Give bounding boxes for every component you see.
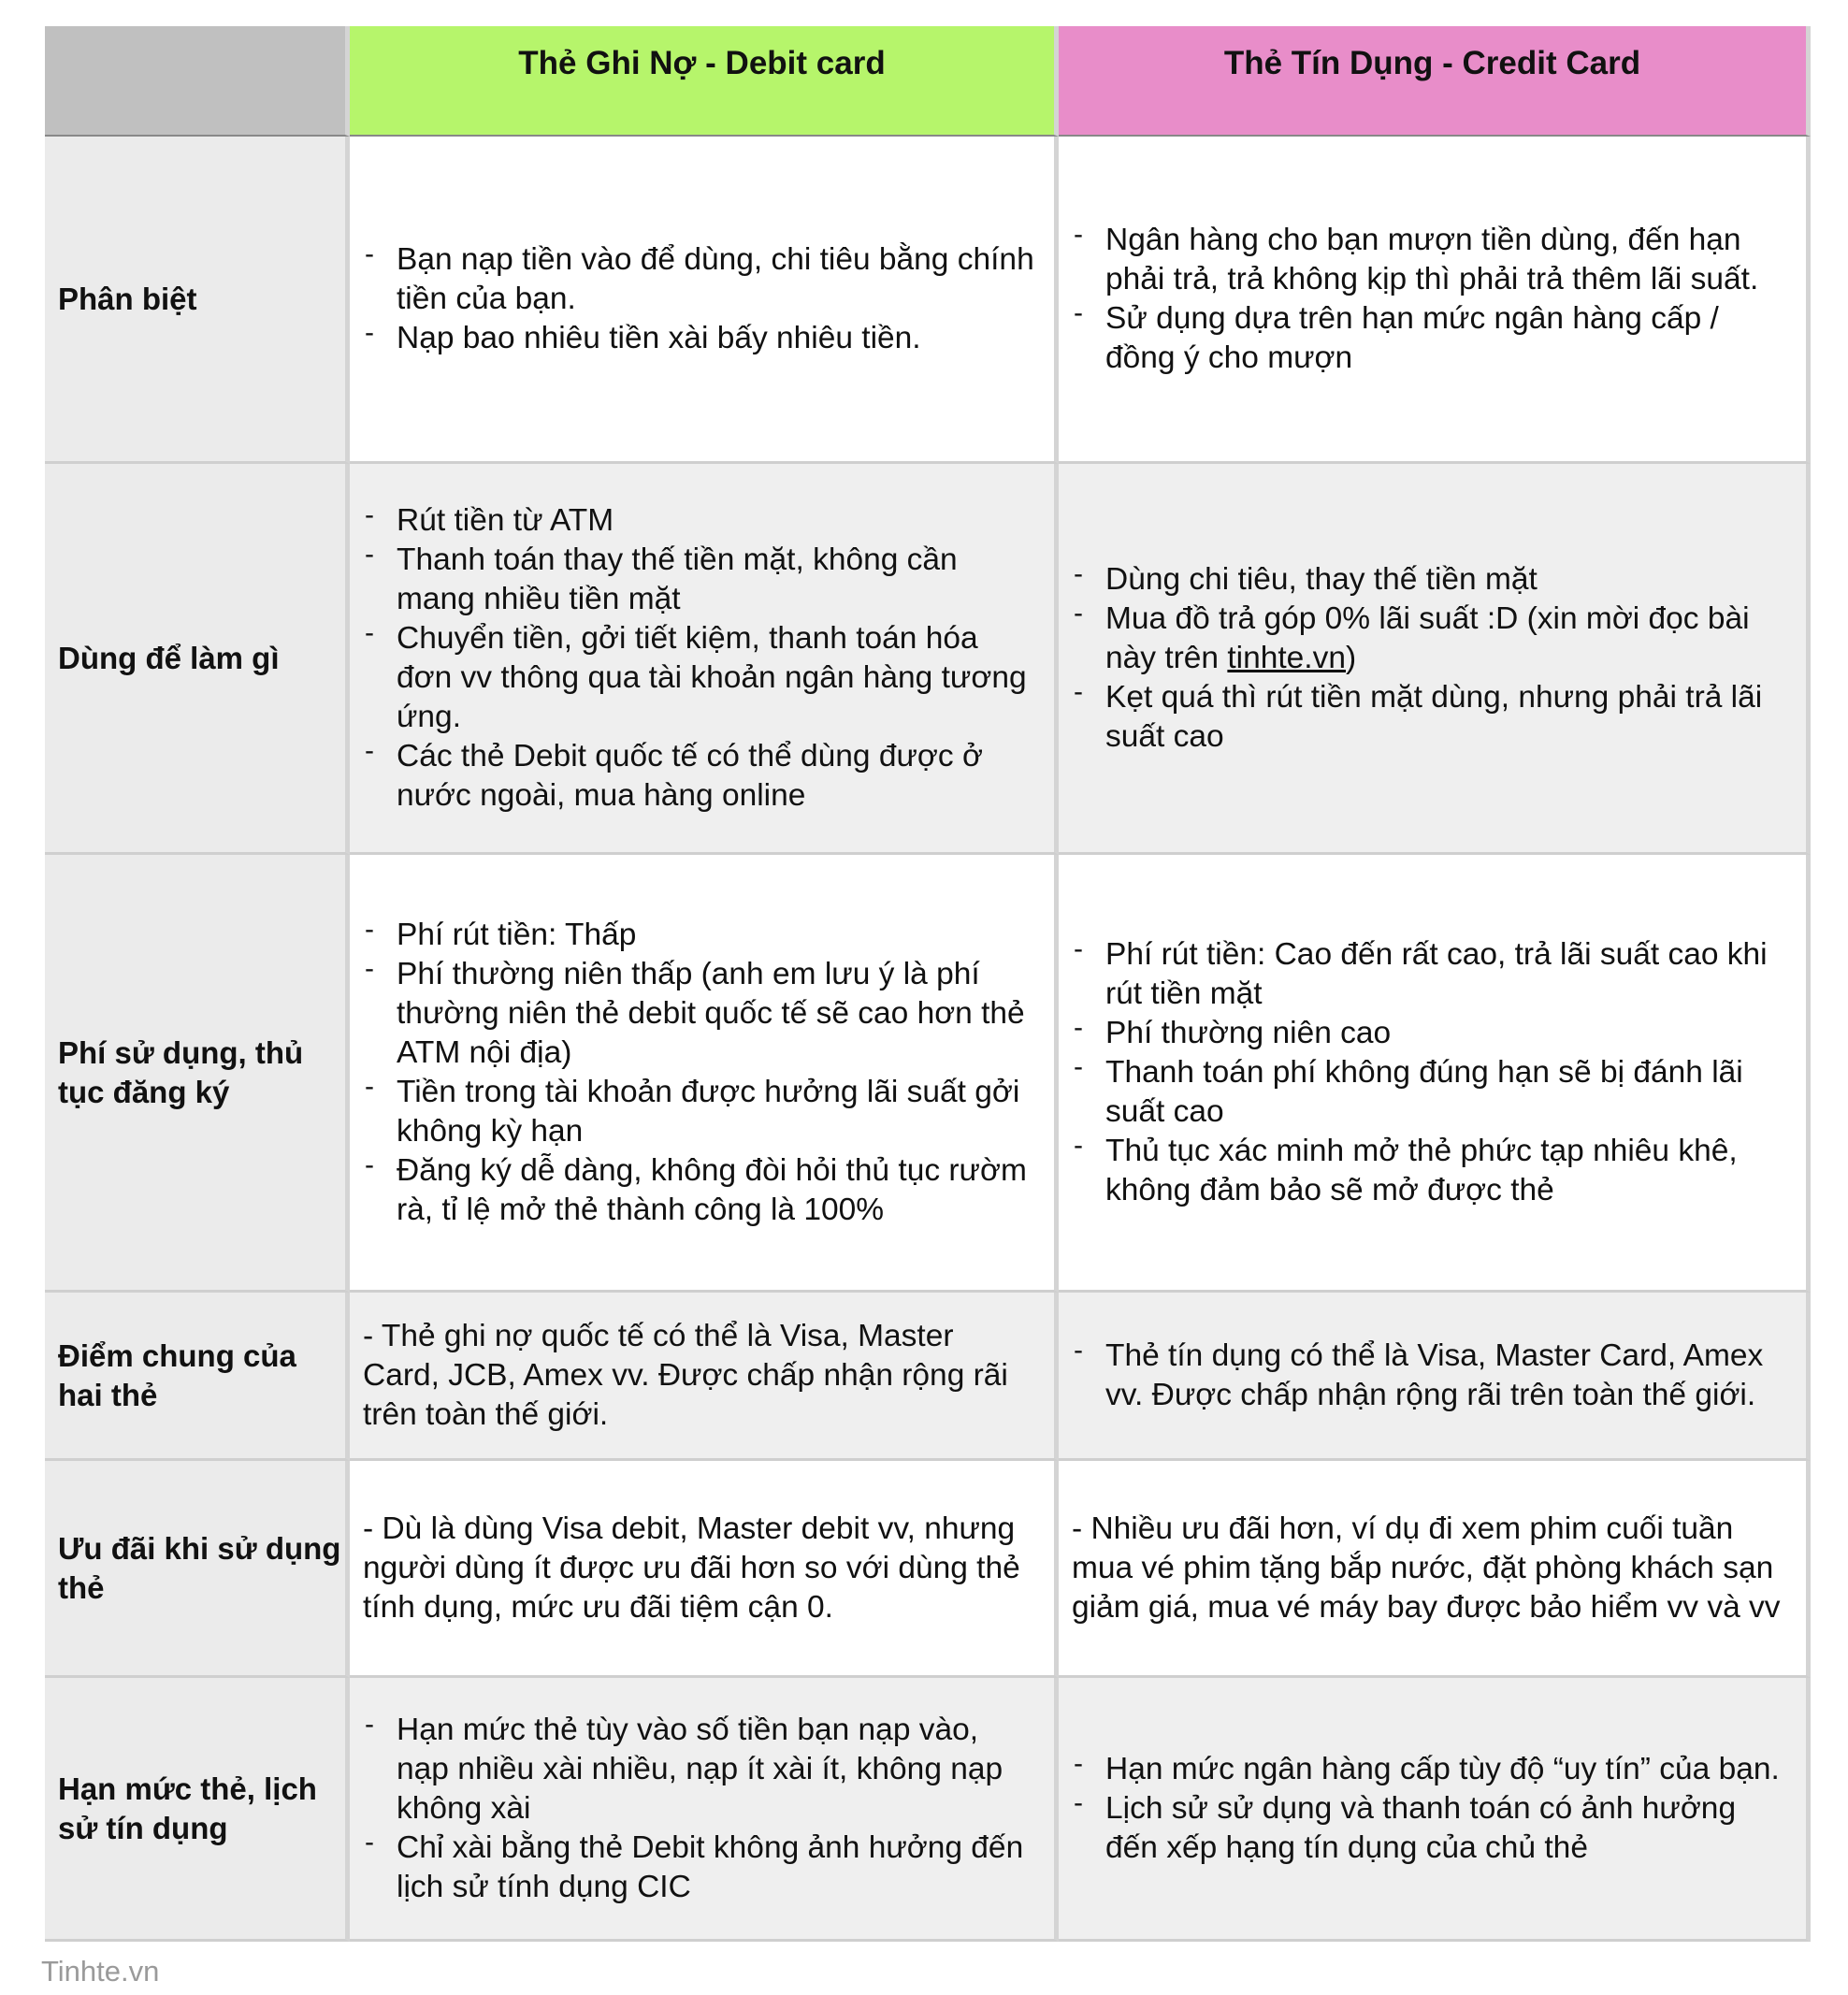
list-item-text: Mua đồ trả góp 0% lãi suất :D (xin mời đọc bài này trên — [1105, 600, 1750, 675]
list-item: - Đăng ký dễ dàng, không đòi hỏi thủ tục rườm rà, tỉ lệ mở thẻ thành công là 100% — [363, 1151, 1037, 1230]
credit-distinction-list — [1072, 221, 1789, 378]
list-item: - Phí rút tiền: Cao đến rất cao, trả lãi suất cao khi rút tiền mặt — [1072, 935, 1789, 1014]
debit-benefits-cell — [350, 1461, 1059, 1678]
list-item: - Lịch sử sử dụng và thanh toán có ảnh hưởng đến xếp hạng tín dụng của chủ thẻ — [1072, 1789, 1789, 1868]
debit-fees-cell — [350, 855, 1059, 1293]
credit-fees-list — [1072, 935, 1789, 1210]
header-blank-cell — [45, 26, 350, 137]
debit-distinction-cell — [350, 137, 1059, 464]
row-label-usage: Dùng để làm gì — [45, 464, 350, 855]
list-item: - Phí thường niên cao — [1072, 1014, 1789, 1053]
credit-benefits-text: - Nhiều ưu đãi hơn, ví dụ đi xem phim cuối tuần mua vé phim tặng bắp nước, đặt phòng khách sạn giảm giá, mua vé máy bay được bảo hiểm vv và vv — [1072, 1511, 1781, 1625]
credit-limit-list — [1072, 1750, 1789, 1868]
debit-limit-cell — [350, 1678, 1059, 1942]
debit-common-cell — [350, 1293, 1059, 1461]
list-item: - Nạp bao nhiêu tiền xài bấy nhiêu tiền. — [363, 319, 1037, 358]
list-item: - Chuyển tiền, gởi tiết kiệm, thanh toán hóa đơn vv thông qua tài khoản ngân hàng tương ứng. — [363, 619, 1037, 737]
row-label-common: Điểm chung của hai thẻ — [45, 1293, 350, 1461]
list-item: - Thanh toán phí không đúng hạn sẽ bị đánh lãi suất cao — [1072, 1053, 1789, 1132]
list-item: - Sử dụng dựa trên hạn mức ngân hàng cấp / đồng ý cho mượn — [1072, 299, 1789, 378]
list-item — [1072, 600, 1789, 678]
tinhte-link[interactable]: tinhte.vn — [1227, 640, 1346, 675]
debit-benefits-text: - Dù là dùng Visa debit, Master debit vv, nhưng người dùng ít được ưu đãi hơn so với dùng thẻ tính dụng, mức ưu đãi tiệm cận 0. — [363, 1511, 1020, 1625]
list-item: - Bạn nạp tiền vào để dùng, chi tiêu bằng chính tiền của bạn. — [363, 240, 1037, 319]
list-item: - Phí rút tiền: Thấp — [363, 916, 1037, 955]
credit-limit-cell — [1059, 1678, 1811, 1942]
comparison-table — [45, 26, 1811, 1942]
list-item: - Hạn mức thẻ tùy vào số tiền bạn nạp vào, nạp nhiều xài nhiều, nạp ít xài ít, không nạp không xài — [363, 1711, 1037, 1829]
credit-usage-list — [1072, 560, 1789, 757]
list-item: - Thanh toán thay thế tiền mặt, không cần mang nhiều tiền mặt — [363, 541, 1037, 619]
list-item: - Thẻ tín dụng có thể là Visa, Master Card, Amex vv. Được chấp nhận rộng rãi trên toàn thế giới. — [1072, 1337, 1789, 1415]
credit-common-list — [1072, 1337, 1789, 1415]
debit-common-text: - Thẻ ghi nợ quốc tế có thể là Visa, Master Card, JCB, Amex vv. Được chấp nhận rộng rãi trên toàn thế giới. — [363, 1318, 1008, 1432]
debit-usage-list — [363, 501, 1037, 816]
list-item: - Ngân hàng cho bạn mượn tiền dùng, đến hạn phải trả, trả không kịp thì phải trả thêm lãi suất. — [1072, 221, 1789, 299]
list-item: - Kẹt quá thì rút tiền mặt dùng, nhưng phải trả lãi suất cao — [1072, 678, 1789, 757]
row-label-limit-history: Hạn mức thẻ, lịch sử tín dụng — [45, 1678, 350, 1942]
credit-benefits-cell — [1059, 1461, 1811, 1678]
list-item: - Phí thường niên thấp (anh em lưu ý là phí thường niên thẻ debit quốc tế sẽ cao hơn thẻ ATM nội địa) — [363, 955, 1037, 1073]
list-item: - Hạn mức ngân hàng cấp tùy độ “uy tín” của bạn. — [1072, 1750, 1789, 1789]
list-item: - Rút tiền từ ATM — [363, 501, 1037, 541]
debit-fees-list — [363, 916, 1037, 1230]
row-label-distinction: Phân biệt — [45, 137, 350, 464]
list-item-text: ) — [1346, 640, 1357, 675]
debit-usage-cell — [350, 464, 1059, 855]
credit-usage-cell — [1059, 464, 1811, 855]
debit-limit-list — [363, 1711, 1037, 1907]
list-item: - Thủ tục xác minh mở thẻ phức tạp nhiêu khê, không đảm bảo sẽ mở được thẻ — [1072, 1132, 1789, 1210]
debit-distinction-list — [363, 240, 1037, 358]
row-label-benefits: Ưu đãi khi sử dụng thẻ — [45, 1461, 350, 1678]
credit-fees-cell — [1059, 855, 1811, 1293]
list-item: - Dùng chi tiêu, thay thế tiền mặt — [1072, 560, 1789, 600]
list-item: - Chỉ xài bằng thẻ Debit không ảnh hưởng đến lịch sử tính dụng CIC — [363, 1829, 1037, 1907]
header-credit-card: Thẻ Tín Dụng - Credit Card — [1059, 26, 1811, 137]
watermark-tinhte: Tinhte.vn — [41, 1955, 160, 1988]
header-debit-card: Thẻ Ghi Nợ - Debit card — [350, 26, 1059, 137]
credit-common-cell — [1059, 1293, 1811, 1461]
list-item: - Các thẻ Debit quốc tế có thể dùng được ở nước ngoài, mua hàng online — [363, 737, 1037, 816]
row-label-fees: Phí sử dụng, thủ tục đăng ký — [45, 855, 350, 1293]
list-item: - Tiền trong tài khoản được hưởng lãi suất gởi không kỳ hạn — [363, 1073, 1037, 1151]
credit-distinction-cell — [1059, 137, 1811, 464]
